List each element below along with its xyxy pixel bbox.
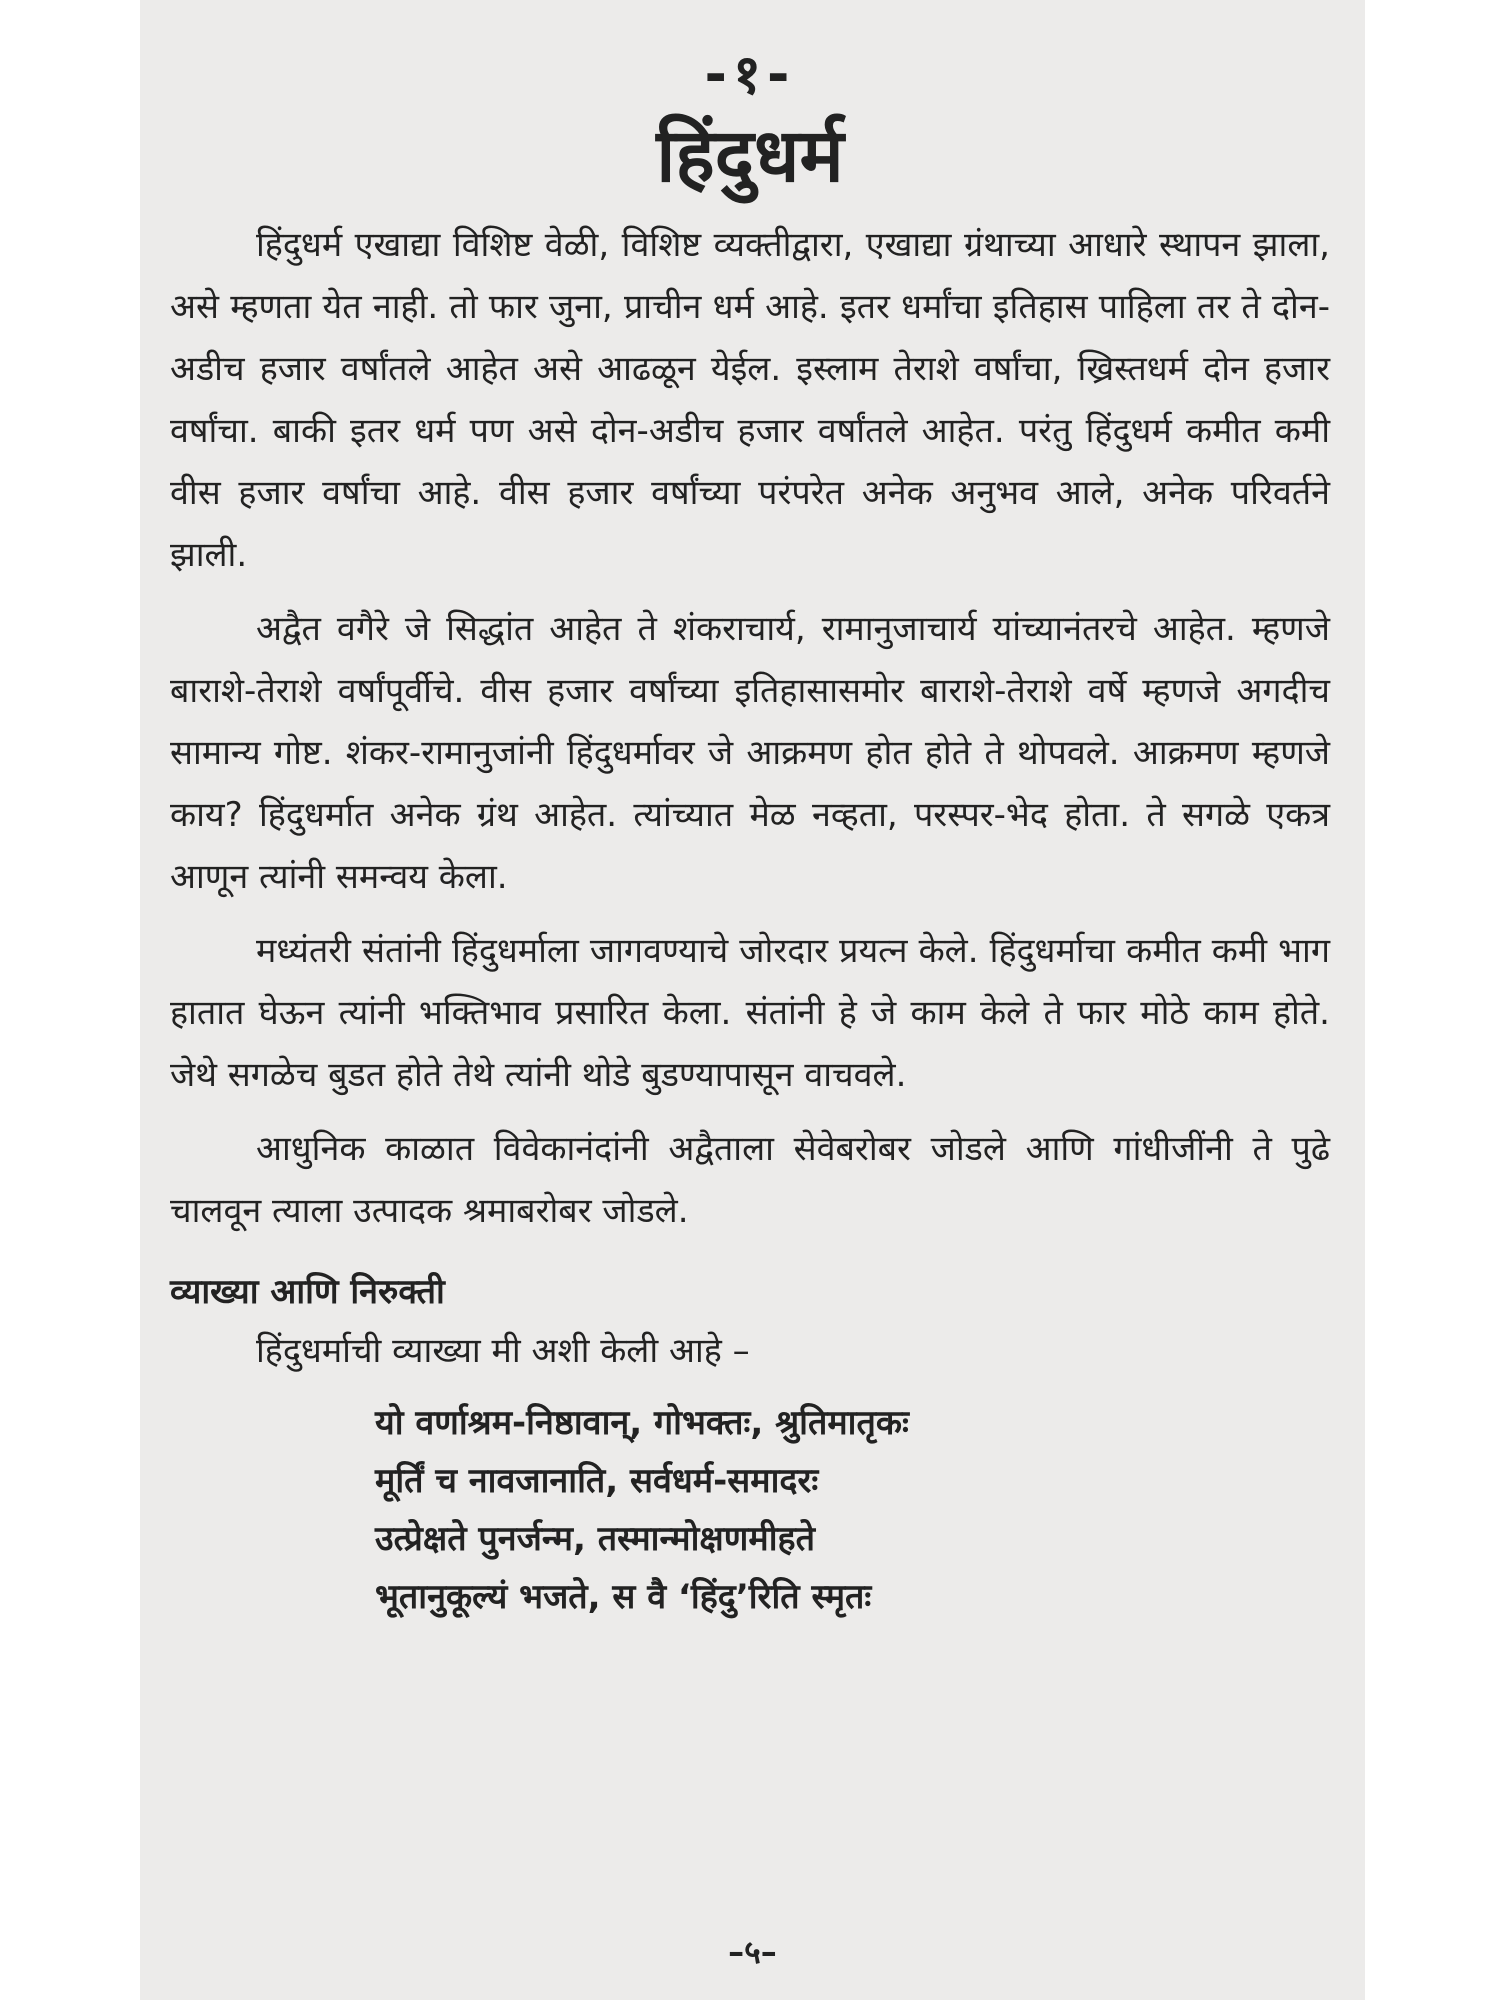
chapter-number: -१- bbox=[704, 43, 796, 106]
paragraph-2: अद्वैत वगैरे जे सिद्धांत आहेत ते शंकराचार्य, रामानुजाचार्य यांच्यानंतरचे आहेत. म्हणजे बाराशे-तेराशे वर्षांपूर्वीचे. वीस हजार वर्षांच्या इतिहासासमोर बाराशे-तेराशे वर्षे म्हणजे अगदीच सामान्य गोष्ट. शंकर-रामानुजांनी हिंदुधर्मावर जे आक्रमण होत होते ते थोपवले. आक्रमण म्हणजे काय? हिंदुधर्मात अनेक ग्रंथ आहेत. त्यांच्यात मेळ नव्हता, परस्पर-भेद होता. ते सगळे एकत्र आणून त्यांनी समन्वय केला. bbox=[170, 609, 1330, 897]
page-number: –५– bbox=[728, 1933, 777, 1971]
verse-line-1: यो वर्णाश्रम-निष्ठावान्, गोभक्तः, श्रुतिमातृकः bbox=[375, 1403, 909, 1443]
book-page bbox=[140, 0, 1365, 2000]
verse-line-2: मूर्तिं च नावजानाति, सर्वधर्म-समादरः bbox=[375, 1461, 819, 1501]
verse-line-3: उत्प्रेक्षते पुनर्जन्म, तस्मान्मोक्षणमीहते bbox=[375, 1519, 815, 1559]
chapter-title: हिंदुधर्म bbox=[656, 113, 844, 199]
paragraph-3: मध्यंतरी संतांनी हिंदुधर्माला जागवण्याचे जोरदार प्रयत्न केले. हिंदुधर्माचा कमीत कमी भाग हातात घेऊन त्यांनी भक्तिभाव प्रसारित केला. संतांनी हे जे काम केले ते फार मोठे काम होते. जेथे सगळेच बुडत होते तेथे त्यांनी थोडे बुडण्यापासून वाचवले. bbox=[170, 931, 1330, 1095]
verse-line-4: भूतानुकूल्यं भजते, स वै ‘हिंदु’रिति स्मृतः bbox=[375, 1577, 872, 1617]
section-intro: हिंदुधर्माची व्याख्या मी अशी केली आहे – bbox=[256, 1331, 750, 1371]
verse-block bbox=[375, 1394, 1330, 1626]
page-content bbox=[170, 40, 1330, 1626]
paragraph-4: आधुनिक काळात विवेकानंदांनी अद्वैताला सेवेबरोबर जोडले आणि गांधीजींनी ते पुढे चालवून त्याला उत्पादक श्रमाबरोबर जोडले. bbox=[170, 1129, 1330, 1231]
section-heading: व्याख्या आणि निरुक्ती bbox=[170, 1272, 445, 1312]
paragraph-1: हिंदुधर्म एखाद्या विशिष्ट वेळी, विशिष्ट व्यक्तीद्वारा, एखाद्या ग्रंथाच्या आधारे स्थापन झाला, असे म्हणता येत नाही. तो फार जुना, प्राचीन धर्म आहे. इतर धर्मांचा इतिहास पाहिला तर ते दोन-अडीच हजार वर्षांतले आहेत असे आढळून येईल. इस्लाम तेराशे वर्षांचा, ख्रिस्तधर्म दोन हजार वर्षांचा. बाकी इतर धर्म पण असे दोन-अडीच हजार वर्षांतले आहेत. परंतु हिंदुधर्म कमीत कमी वीस हजार वर्षांचा आहे. वीस हजार वर्षांच्या परंपरेत अनेक अनुभव आले, अनेक परिवर्तने झाली. bbox=[170, 225, 1330, 575]
